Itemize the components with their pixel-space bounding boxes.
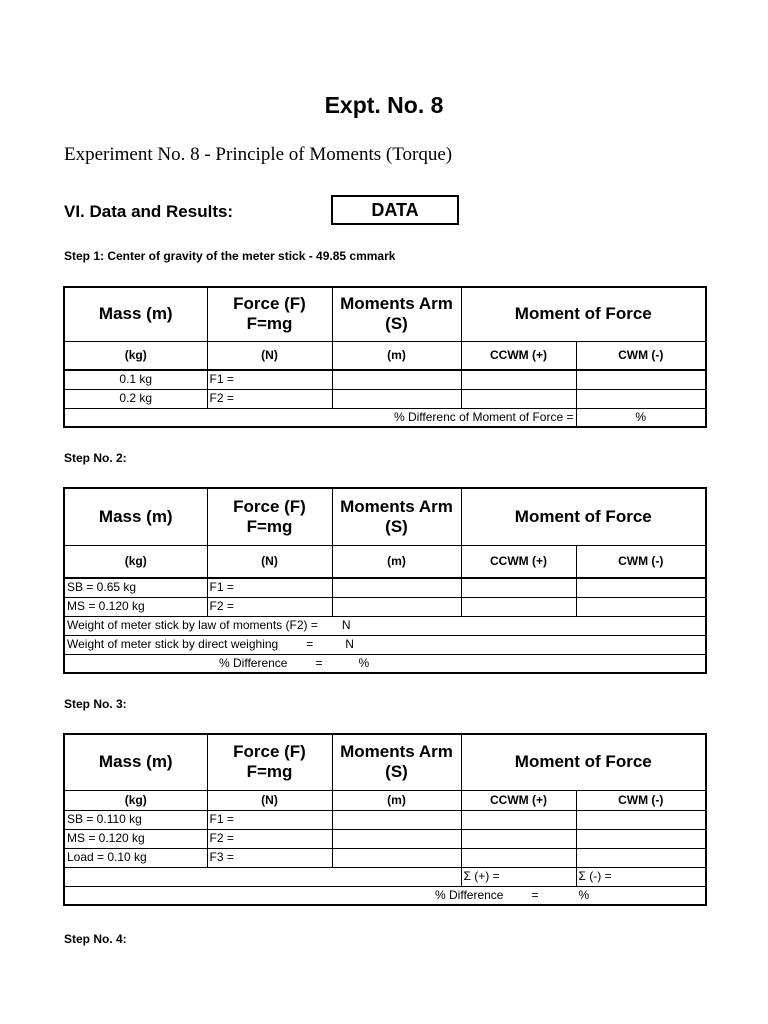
cwm-cell[interactable] [576, 578, 706, 597]
difference-unit: % [578, 887, 590, 902]
arm-cell[interactable] [332, 389, 461, 408]
table-row [64, 389, 706, 408]
cwm-cell[interactable] [576, 597, 706, 616]
unit-ccwm: CCWM (+) [461, 790, 576, 810]
difference-label: % Differenc of Moment of Force = [64, 408, 576, 427]
weight-direct-row: Weight of meter stick by direct weighing = N [64, 635, 706, 654]
header-moments-arm: Moments Arm (S) [332, 488, 461, 545]
header-moment-of-force: Moment of Force [461, 287, 706, 341]
difference-row: % Difference = % [64, 886, 706, 905]
weight-direct-label: Weight of meter stick by direct weighing [67, 637, 279, 651]
weight-direct-unit: N [345, 637, 354, 651]
weight-law-row [64, 616, 706, 635]
mass-cell: SB = 0.65 kg [64, 578, 207, 597]
experiment-subtitle: Experiment No. 8 - Principle of Moments (Torque) [64, 144, 453, 165]
unit-cwm: CWM (-) [576, 341, 706, 370]
unit-m: (m) [332, 545, 461, 578]
header-mass: Mass (m) [64, 734, 207, 790]
data-label-box: DATA [331, 195, 459, 225]
ccwm-cell[interactable] [461, 578, 576, 597]
mass-cell: SB = 0.110 kg [64, 810, 207, 829]
mass-cell: 0.1 kg [64, 370, 207, 389]
unit-ccwm: CCWM (+) [461, 545, 576, 578]
force-cell[interactable]: F1 = [207, 810, 332, 829]
difference-value[interactable]: % [576, 408, 706, 427]
weight-law-unit: N [341, 618, 351, 632]
force-cell[interactable]: F1 = [207, 370, 332, 389]
unit-kg: (kg) [64, 545, 207, 578]
header-force: Force (F) F=mg [207, 488, 332, 545]
unit-n: (N) [207, 790, 332, 810]
header-force: Force (F) F=mg [207, 287, 332, 341]
header-moment-of-force: Moment of Force [461, 488, 706, 545]
ccwm-cell[interactable] [461, 370, 576, 389]
ccwm-cell[interactable] [461, 848, 576, 867]
ccwm-cell[interactable] [461, 389, 576, 408]
step1-table [63, 286, 707, 428]
table-row [64, 597, 706, 616]
unit-cwm: CWM (-) [576, 545, 706, 578]
ccwm-cell[interactable] [461, 810, 576, 829]
header-moments-arm: Moments Arm (S) [332, 734, 461, 790]
table-row [64, 829, 706, 848]
step1-label: Step 1: Center of gravity of the meter stick - 49.85 cmmark [64, 249, 396, 263]
mass-cell: Load = 0.10 kg [64, 848, 207, 867]
force-cell[interactable]: F2 = [207, 829, 332, 848]
force-cell[interactable]: F2 = [207, 389, 332, 408]
header-mass: Mass (m) [64, 287, 207, 341]
step2-table [63, 487, 707, 674]
force-cell[interactable]: F1 = [207, 578, 332, 597]
header-force: Force (F) F=mg [207, 734, 332, 790]
force-cell[interactable]: F2 = [207, 597, 332, 616]
table-row [64, 578, 706, 597]
unit-cwm: CWM (-) [576, 790, 706, 810]
table-row [64, 810, 706, 829]
difference-row: % Difference = % [64, 654, 706, 673]
ccwm-cell[interactable] [461, 829, 576, 848]
step3-table [63, 733, 707, 906]
cwm-cell[interactable] [576, 829, 706, 848]
page-title: Expt. No. 8 [324, 92, 444, 118]
arm-cell[interactable] [332, 829, 461, 848]
unit-kg: (kg) [64, 790, 207, 810]
table-row [64, 370, 706, 389]
step2-label: Step No. 2: [64, 451, 127, 465]
unit-n: (N) [207, 341, 332, 370]
unit-n: (N) [207, 545, 332, 578]
difference-label: % Difference [219, 655, 288, 670]
unit-ccwm: CCWM (+) [461, 341, 576, 370]
unit-m: (m) [332, 790, 461, 810]
arm-cell[interactable] [332, 370, 461, 389]
force-cell[interactable]: F3 = [207, 848, 332, 867]
mass-cell: 0.2 kg [64, 389, 207, 408]
unit-m: (m) [332, 341, 461, 370]
header-moments-arm: Moments Arm (S) [332, 287, 461, 341]
arm-cell[interactable] [332, 848, 461, 867]
sum-spacer [64, 867, 461, 886]
cwm-cell[interactable] [576, 370, 706, 389]
mass-cell: MS = 0.120 kg [64, 829, 207, 848]
section-heading: VI. Data and Results: [64, 202, 234, 221]
unit-kg: (kg) [64, 341, 207, 370]
arm-cell[interactable] [332, 597, 461, 616]
table-row [64, 848, 706, 867]
cwm-cell[interactable] [576, 389, 706, 408]
header-mass: Mass (m) [64, 488, 207, 545]
difference-unit: % [358, 655, 370, 670]
weight-law-label: Weight of meter stick by law of moments (F2) = [67, 618, 318, 632]
sum-minus-cell[interactable]: Σ (-) = [576, 867, 706, 886]
cwm-cell[interactable] [576, 810, 706, 829]
arm-cell[interactable] [332, 810, 461, 829]
sum-plus-cell[interactable]: Σ (+) = [461, 867, 576, 886]
step3-label: Step No. 3: [64, 697, 127, 711]
difference-label: % Difference [435, 887, 504, 902]
mass-cell: MS = 0.120 kg [64, 597, 207, 616]
ccwm-cell[interactable] [461, 597, 576, 616]
step4-label: Step No. 4: [64, 932, 127, 946]
cwm-cell[interactable] [576, 848, 706, 867]
header-moment-of-force: Moment of Force [461, 734, 706, 790]
arm-cell[interactable] [332, 578, 461, 597]
